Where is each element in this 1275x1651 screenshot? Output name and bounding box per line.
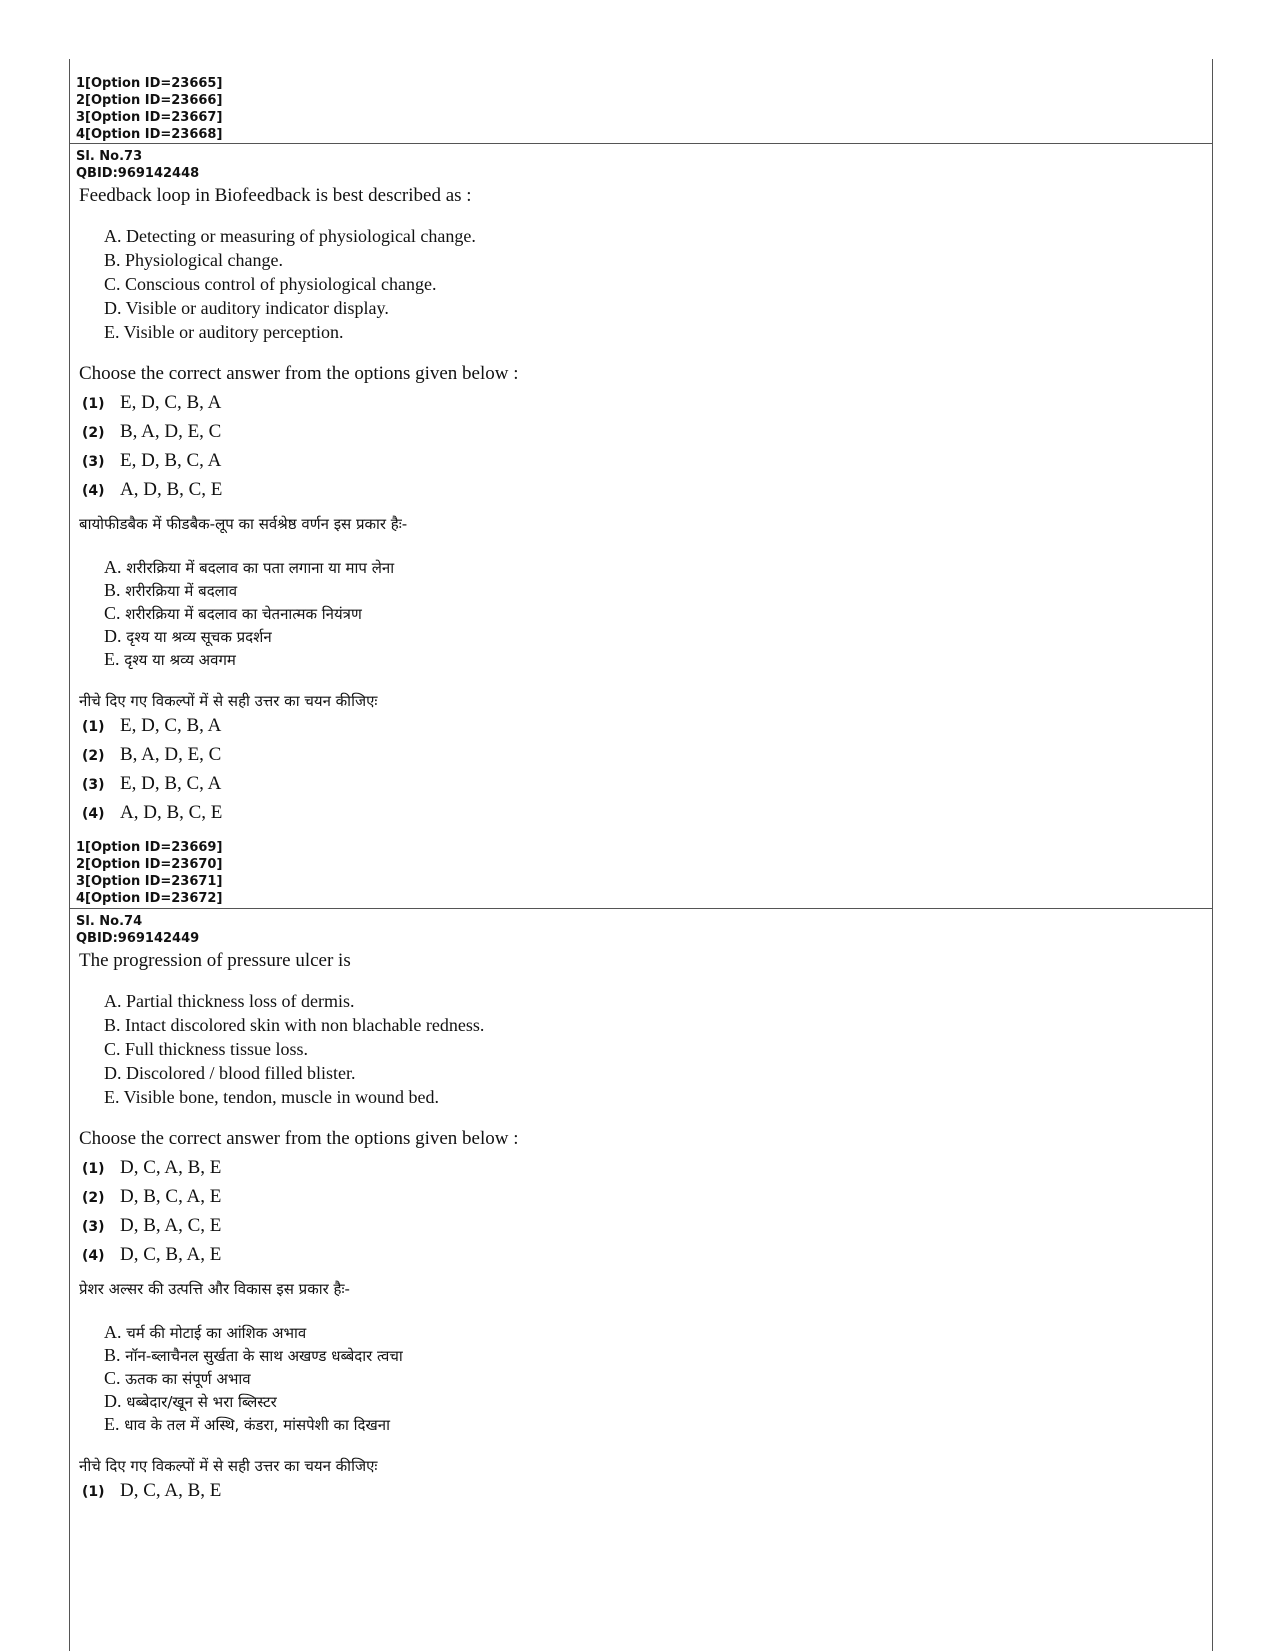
statement: A. Detecting or measuring of physiological change. <box>104 226 476 246</box>
qbid: QBID:969142449 <box>76 931 200 946</box>
hindi-statement: C. शरीरक्रिया में बदलाव का चेतनात्मक नियंत्रण <box>104 603 362 623</box>
answer-option: (4) A, D, B, C, E <box>82 802 223 823</box>
hindi-statement: D. दृश्य या श्रव्य सूचक प्रदर्शन <box>104 626 272 646</box>
statement: A. Partial thickness loss of dermis. <box>104 991 355 1011</box>
answer-option: (4) A, D, B, C, E <box>82 479 223 500</box>
hindi-answer-options <box>76 715 1212 831</box>
statement: E. Visible bone, tendon, muscle in wound bed. <box>104 1087 440 1107</box>
serial-number: Sl. No.74 <box>76 914 143 929</box>
statement: D. Visible or auditory indicator display. <box>104 298 389 318</box>
answer-option: (1) E, D, C, B, A <box>82 715 222 736</box>
hindi-statement: B. नॉन-ब्लाचैनल सुर्खता के साथ अखण्ड धब्बेदार त्वचा <box>104 1345 403 1365</box>
statement: B. Intact discolored skin with non blachable redness. <box>104 1015 485 1035</box>
answer-option: (2) B, A, D, E, C <box>82 421 222 442</box>
answer-option: (3) D, B, A, C, E <box>82 1215 222 1236</box>
hindi-statement-list <box>76 1321 1212 1436</box>
answer-option: (1) D, C, A, B, E <box>82 1157 222 1178</box>
qbid: QBID:969142448 <box>76 166 200 181</box>
statement: B. Physiological change. <box>104 250 283 270</box>
option-id-line: 1[Option ID=23669] <box>76 840 223 855</box>
answer-option: (3) E, D, B, C, A <box>82 450 222 471</box>
hindi-statement-list <box>76 556 1212 671</box>
divider <box>70 143 1212 144</box>
hindi-answer-options <box>76 1480 1212 1509</box>
option-id-line: 1[Option ID=23665] <box>76 76 223 91</box>
answer-options <box>76 392 1212 508</box>
statement: C. Conscious control of physiological change. <box>104 274 437 294</box>
option-id-line: 3[Option ID=23671] <box>76 874 223 889</box>
option-ids <box>70 839 1212 907</box>
answer-options <box>76 1157 1212 1273</box>
question-74 <box>70 913 1212 1509</box>
hindi-statement: E. दृश्य या श्रव्य अवगम <box>104 649 236 669</box>
hindi-question-text: प्रेशर अल्सर की उत्पत्ति और विकास इस प्रकार हैः- <box>79 1280 350 1298</box>
answer-option: (1) E, D, C, B, A <box>82 392 222 413</box>
question-text: The progression of pressure ulcer is <box>79 950 351 971</box>
hindi-statement: E. धाव के तल में अस्थि, कंडरा, मांसपेशी का दिखना <box>104 1414 390 1434</box>
answer-option: (4) D, C, B, A, E <box>82 1244 222 1265</box>
answer-option: (2) D, B, C, A, E <box>82 1186 222 1207</box>
hindi-question-text: बायोफीडबैक में फीडबैक-लूप का सर्वश्रेष्ठ वर्णन इस प्रकार हैः- <box>79 515 408 533</box>
question-73 <box>70 148 1212 831</box>
answer-option: (3) E, D, B, C, A <box>82 773 222 794</box>
statement: D. Discolored / blood filled blister. <box>104 1063 356 1083</box>
option-id-line: 3[Option ID=23667] <box>76 110 223 125</box>
hindi-statement: D. धब्बेदार/खून से भरा ब्लिस्टर <box>104 1391 277 1411</box>
previous-option-ids <box>70 59 1212 143</box>
question-text: Feedback loop in Biofeedback is best described as : <box>79 185 472 206</box>
divider <box>70 908 1212 909</box>
option-id-line: 2[Option ID=23666] <box>76 93 223 108</box>
hindi-statement: B. शरीरक्रिया में बदलाव <box>104 580 238 600</box>
hindi-statement: C. ऊतक का संपूर्ण अभाव <box>104 1368 251 1388</box>
question-paper-frame <box>69 59 1213 1651</box>
answer-option: (1) D, C, A, B, E <box>82 1480 222 1501</box>
statement: C. Full thickness tissue loss. <box>104 1039 309 1059</box>
hindi-statement: A. चर्म की मोटाई का आंशिक अभाव <box>104 1322 307 1342</box>
answer-option: (2) B, A, D, E, C <box>82 744 222 765</box>
option-id-line: 2[Option ID=23670] <box>76 857 223 872</box>
statement: E. Visible or auditory perception. <box>104 322 344 342</box>
statement-list <box>76 989 1212 1109</box>
option-id-line: 4[Option ID=23672] <box>76 891 223 906</box>
hindi-choose-instruction: नीचे दिए गए विकल्पों में से सही उत्तर का चयन कीजिएः <box>79 692 378 710</box>
hindi-statement: A. शरीरक्रिया में बदलाव का पता लगाना या माप लेना <box>104 557 395 577</box>
choose-instruction: Choose the correct answer from the options given below : <box>79 1128 519 1149</box>
statement-list <box>76 224 1212 344</box>
hindi-choose-instruction: नीचे दिए गए विकल्पों में से सही उत्तर का चयन कीजिएः <box>79 1457 378 1475</box>
serial-number: Sl. No.73 <box>76 149 143 164</box>
choose-instruction: Choose the correct answer from the options given below : <box>79 363 519 384</box>
option-id-line: 4[Option ID=23668] <box>76 127 223 142</box>
